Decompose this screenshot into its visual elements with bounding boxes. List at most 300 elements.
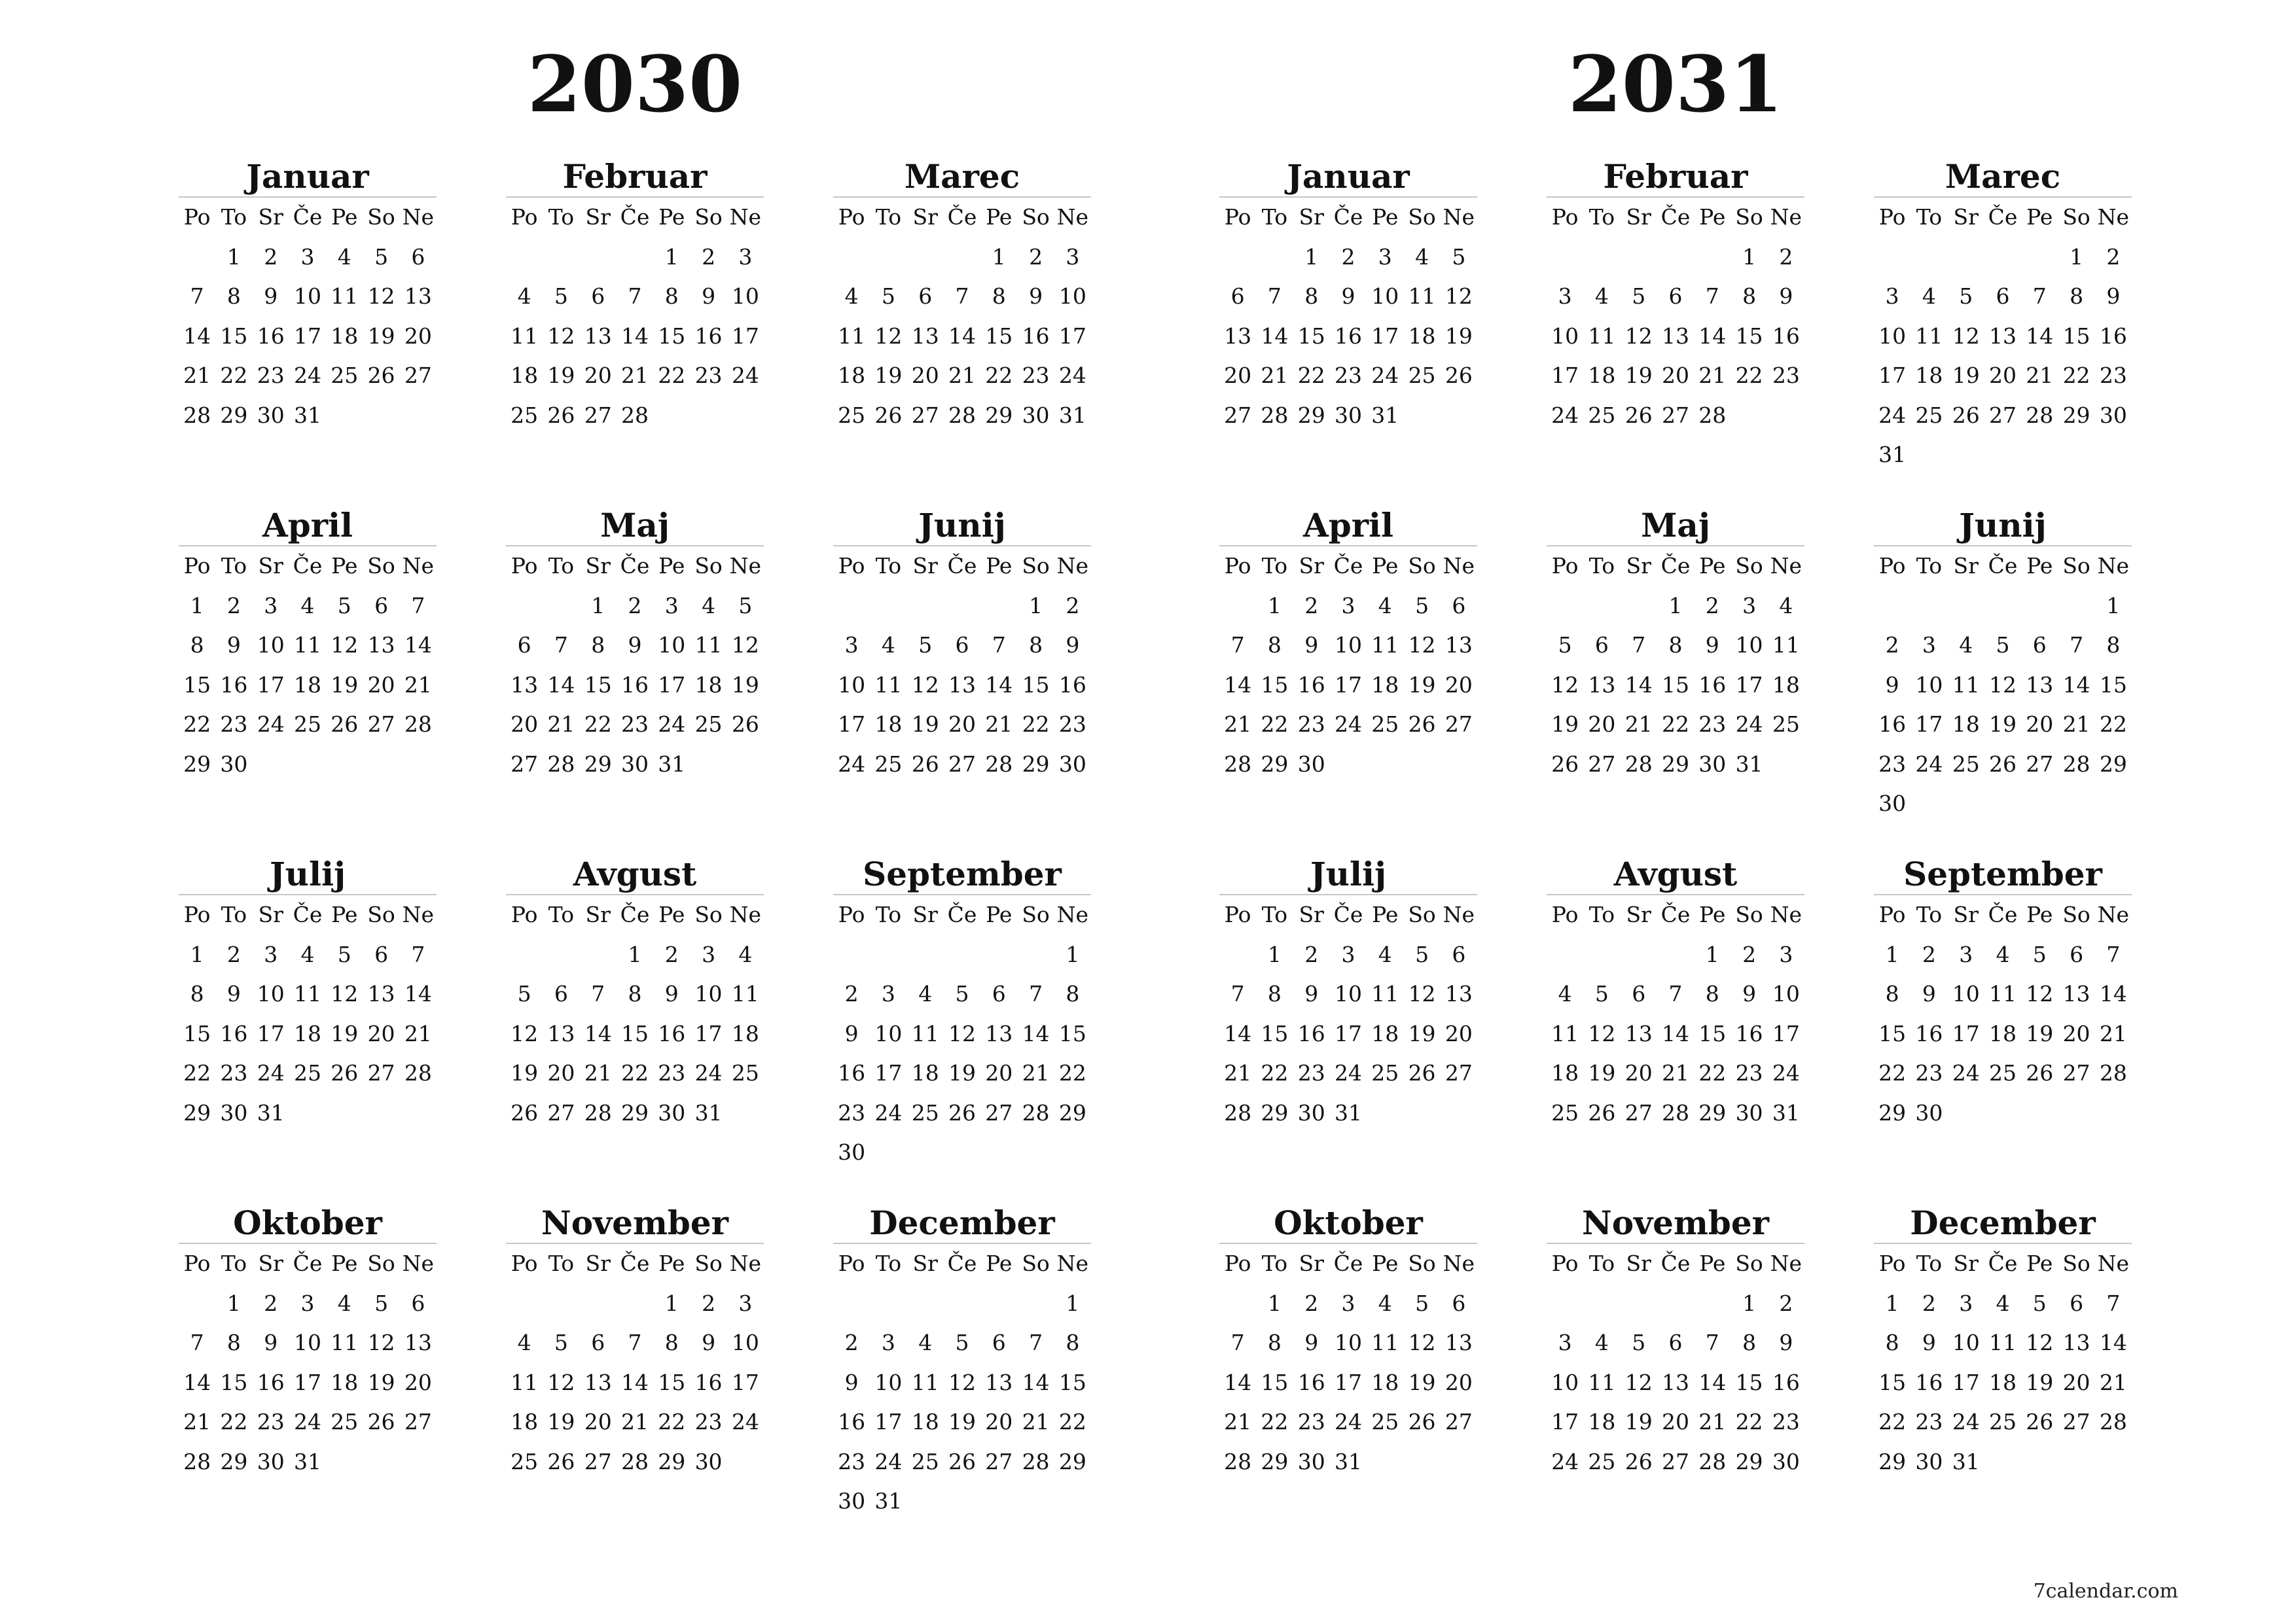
month-block xyxy=(1547,156,1804,435)
weekday-label: Sr xyxy=(1626,1251,1651,1276)
day-cell: 4 xyxy=(1922,283,1936,309)
month-block xyxy=(1547,505,1804,784)
weekday-label: Ne xyxy=(729,553,762,579)
day-cell: 29 xyxy=(1022,751,1050,777)
day-cell: 26 xyxy=(1952,402,1980,428)
weekday-label: To xyxy=(875,902,902,927)
day-cell: 2 xyxy=(226,592,241,618)
day-cell: 4 xyxy=(337,243,351,270)
day-cell: 25 xyxy=(1371,1409,1399,1435)
day-cell: 6 xyxy=(374,592,389,618)
empty-day-cell xyxy=(727,1094,764,1133)
weekday-label: Če xyxy=(620,553,650,579)
day-cell: 27 xyxy=(404,1409,432,1435)
weekday-label: Pe xyxy=(1372,553,1399,579)
day-cell: 21 xyxy=(1698,1409,1727,1435)
day-cell: 30 xyxy=(1334,402,1362,428)
day-cell: 2 xyxy=(1705,592,1719,618)
day-cell: 29 xyxy=(1661,751,1689,777)
day-cell: 7 xyxy=(992,632,1006,658)
day-cell: 13 xyxy=(1988,323,2017,349)
day-cell: 9 xyxy=(226,632,241,658)
day-cell: 9 xyxy=(844,1369,859,1395)
day-cell: 3 xyxy=(1341,941,1355,967)
day-cell: 29 xyxy=(1735,1448,1763,1474)
day-cell: 22 xyxy=(2099,711,2127,737)
day-grid xyxy=(833,895,1091,1173)
weekday-label: Pe xyxy=(1699,204,1726,230)
day-cell: 2 xyxy=(702,1290,716,1316)
day-cell: 6 xyxy=(2070,1290,2084,1316)
empty-day-cell xyxy=(543,238,579,277)
day-cell: 18 xyxy=(1952,711,1980,737)
day-cell: 5 xyxy=(738,592,753,618)
day-cell: 26 xyxy=(367,363,395,388)
empty-day-cell xyxy=(690,396,726,436)
weekday-label: Pe xyxy=(1372,1251,1399,1276)
day-cell: 11 xyxy=(1952,671,1980,698)
day-cell: 31 xyxy=(1371,402,1399,428)
empty-day-cell xyxy=(944,935,980,975)
day-cell: 29 xyxy=(220,1448,248,1474)
day-cell: 11 xyxy=(911,1020,939,1046)
day-cell: 15 xyxy=(2099,671,2127,698)
day-cell: 19 xyxy=(1408,1020,1436,1046)
day-cell: 25 xyxy=(1588,402,1616,428)
day-cell: 17 xyxy=(658,671,686,698)
weekday-label: Po xyxy=(511,553,538,579)
day-cell: 18 xyxy=(1408,323,1436,349)
day-cell: 22 xyxy=(1261,1409,1289,1435)
day-cell: 10 xyxy=(1915,671,1943,698)
day-cell: 24 xyxy=(1952,1409,1980,1435)
empty-day-cell xyxy=(363,1442,399,1482)
day-cell: 9 xyxy=(2106,283,2121,309)
day-cell: 2 xyxy=(1304,941,1319,967)
day-cell: 6 xyxy=(591,1330,605,1355)
day-cell: 9 xyxy=(264,283,278,309)
day-cell: 15 xyxy=(1261,1369,1289,1395)
weekday-label: So xyxy=(1735,553,1763,579)
weekday-label: To xyxy=(1916,553,1943,579)
day-cell: 1 xyxy=(1066,941,1080,967)
day-cell: 27 xyxy=(367,1060,395,1086)
day-cell: 16 xyxy=(1915,1020,1943,1046)
day-cell: 30 xyxy=(1772,1448,1800,1474)
day-cell: 25 xyxy=(1772,711,1800,737)
day-cell: 27 xyxy=(1444,711,1473,737)
day-cell: 17 xyxy=(1735,671,1763,698)
day-cell: 13 xyxy=(1224,323,1252,349)
day-cell: 2 xyxy=(226,941,241,967)
day-cell: 27 xyxy=(404,363,432,388)
day-cell: 23 xyxy=(2099,363,2127,388)
day-cell: 23 xyxy=(1334,363,1362,388)
weekday-label: Če xyxy=(1988,902,2018,927)
day-cell: 11 xyxy=(331,283,359,309)
day-cell: 9 xyxy=(1304,632,1319,658)
day-cell: 20 xyxy=(985,1409,1013,1435)
day-cell: 20 xyxy=(1444,671,1473,698)
day-grid xyxy=(179,546,437,784)
day-cell: 9 xyxy=(1029,283,1043,309)
weekday-label: Sr xyxy=(1626,204,1651,230)
day-cell: 26 xyxy=(948,1448,976,1474)
day-cell: 16 xyxy=(620,671,649,698)
day-cell: 29 xyxy=(1058,1448,1086,1474)
empty-day-cell xyxy=(1910,586,1947,626)
weekday-label: Če xyxy=(293,204,323,230)
day-cell: 21 xyxy=(1224,1409,1252,1435)
day-cell: 12 xyxy=(331,632,359,658)
weekday-label: Pe xyxy=(658,553,685,579)
day-cell: 28 xyxy=(985,751,1013,777)
day-cell: 14 xyxy=(584,1020,612,1046)
month-block xyxy=(1219,853,1477,1133)
weekday-label: Po xyxy=(838,1251,865,1276)
day-cell: 6 xyxy=(374,941,389,967)
day-cell: 16 xyxy=(1334,323,1362,349)
day-cell: 28 xyxy=(404,1060,432,1086)
empty-day-cell xyxy=(1441,1442,1477,1482)
day-cell: 31 xyxy=(1058,402,1086,428)
day-cell: 22 xyxy=(584,711,612,737)
weekday-label: Pe xyxy=(331,1251,358,1276)
day-cell: 24 xyxy=(874,1448,903,1474)
weekday-label: To xyxy=(221,553,247,579)
weekday-label: Po xyxy=(183,553,211,579)
month-block xyxy=(506,156,764,435)
weekday-label: Po xyxy=(511,204,538,230)
day-cell: 21 xyxy=(1261,363,1289,388)
weekday-label: To xyxy=(1261,204,1288,230)
day-cell: 1 xyxy=(1304,243,1319,270)
weekday-label: Po xyxy=(1551,902,1579,927)
weekday-label: So xyxy=(367,902,395,927)
empty-day-cell xyxy=(1984,1094,2021,1133)
empty-day-cell xyxy=(944,1133,980,1173)
day-cell: 8 xyxy=(628,981,642,1007)
day-cell: 19 xyxy=(331,1020,359,1046)
day-cell: 15 xyxy=(1058,1020,1086,1046)
day-cell: 23 xyxy=(1698,711,1727,737)
day-cell: 5 xyxy=(2032,941,2047,967)
month-name: Oktober xyxy=(233,1204,382,1242)
day-cell: 12 xyxy=(2026,1330,2054,1355)
empty-day-cell xyxy=(870,935,906,975)
day-grid xyxy=(506,546,764,784)
empty-day-cell xyxy=(1017,935,1054,975)
day-cell: 4 xyxy=(1996,941,2010,967)
day-grid xyxy=(179,198,437,435)
day-cell: 17 xyxy=(1878,363,1907,388)
day-cell: 15 xyxy=(620,1020,649,1046)
empty-day-cell xyxy=(1547,238,1583,277)
day-cell: 18 xyxy=(1588,363,1616,388)
day-cell: 27 xyxy=(1588,751,1616,777)
day-cell: 22 xyxy=(1058,1060,1086,1086)
day-cell: 14 xyxy=(2099,981,2127,1007)
day-cell: 8 xyxy=(1304,283,1319,309)
day-cell: 24 xyxy=(257,1060,285,1086)
day-cell: 11 xyxy=(1772,632,1800,658)
weekday-label: Po xyxy=(838,902,865,927)
day-cell: 4 xyxy=(1594,283,1609,309)
day-cell: 5 xyxy=(554,283,568,309)
day-cell: 21 xyxy=(620,1409,649,1435)
day-grid xyxy=(1219,546,1477,784)
day-cell: 9 xyxy=(628,632,642,658)
weekday-label: To xyxy=(548,204,575,230)
day-cell: 4 xyxy=(738,941,753,967)
day-cell: 28 xyxy=(404,711,432,737)
day-cell: 5 xyxy=(1452,243,1466,270)
weekday-label: Sr xyxy=(1626,553,1651,579)
day-cell: 16 xyxy=(838,1409,866,1435)
day-cell: 7 xyxy=(190,283,204,309)
day-cell: 15 xyxy=(1261,1020,1289,1046)
weekday-label: So xyxy=(694,902,723,927)
empty-day-cell xyxy=(543,1284,579,1324)
day-cell: 28 xyxy=(1224,751,1252,777)
day-cell: 31 xyxy=(1952,1448,1980,1474)
day-cell: 31 xyxy=(658,751,686,777)
day-cell: 18 xyxy=(1371,1020,1399,1046)
day-cell: 7 xyxy=(955,283,969,309)
day-cell: 2 xyxy=(1029,243,1043,270)
day-cell: 30 xyxy=(1915,1099,1943,1126)
day-cell: 4 xyxy=(1378,1290,1392,1316)
day-cell: 4 xyxy=(918,981,933,1007)
empty-day-cell xyxy=(1330,745,1367,785)
day-cell: 11 xyxy=(1371,1330,1399,1355)
day-cell: 11 xyxy=(1588,323,1616,349)
weekday-label: To xyxy=(548,902,575,927)
day-cell: 7 xyxy=(628,1330,642,1355)
month-block xyxy=(1219,1202,1477,1482)
day-cell: 25 xyxy=(1371,1060,1399,1086)
day-cell: 3 xyxy=(1742,592,1757,618)
day-cell: 21 xyxy=(1022,1060,1050,1086)
day-cell: 29 xyxy=(584,751,612,777)
empty-day-cell xyxy=(1403,745,1440,785)
day-cell: 5 xyxy=(1558,632,1572,658)
day-cell: 29 xyxy=(1878,1099,1907,1126)
weekday-label: So xyxy=(367,1251,395,1276)
day-cell: 19 xyxy=(2026,1020,2054,1046)
day-cell: 14 xyxy=(404,632,432,658)
day-cell: 12 xyxy=(1444,283,1473,309)
weekday-label: Sr xyxy=(1953,204,1979,230)
day-cell: 19 xyxy=(1952,363,1980,388)
day-cell: 17 xyxy=(1334,671,1362,698)
empty-day-cell xyxy=(2021,586,2058,626)
empty-day-cell xyxy=(1657,1284,1694,1324)
weekday-label: Če xyxy=(293,553,323,579)
empty-day-cell xyxy=(1948,1094,1984,1133)
empty-day-cell xyxy=(1984,435,2021,475)
day-cell: 9 xyxy=(1885,671,1899,698)
empty-day-cell xyxy=(580,238,617,277)
weekday-label: Ne xyxy=(1443,1251,1475,1276)
day-grid xyxy=(1219,1244,1477,1482)
day-cell: 19 xyxy=(1444,323,1473,349)
empty-day-cell xyxy=(363,396,399,436)
day-cell: 13 xyxy=(2062,1330,2090,1355)
weekday-label: So xyxy=(367,204,395,230)
day-cell: 7 xyxy=(2070,632,2084,658)
weekday-label: To xyxy=(548,553,575,579)
empty-day-cell xyxy=(543,586,579,626)
day-cell: 17 xyxy=(838,711,866,737)
day-cell: 28 xyxy=(948,402,976,428)
day-cell: 15 xyxy=(1261,671,1289,698)
day-cell: 12 xyxy=(1408,1330,1436,1355)
empty-day-cell xyxy=(2058,586,2094,626)
day-cell: 24 xyxy=(1058,363,1086,388)
day-cell: 12 xyxy=(874,323,903,349)
day-cell: 17 xyxy=(1915,711,1943,737)
day-cell: 14 xyxy=(2026,323,2054,349)
day-cell: 28 xyxy=(1224,1448,1252,1474)
day-cell: 16 xyxy=(1915,1369,1943,1395)
weekday-label: Ne xyxy=(2097,1251,2130,1276)
weekday-label: Pe xyxy=(986,902,1013,927)
empty-day-cell xyxy=(1403,396,1440,436)
empty-day-cell xyxy=(1547,935,1583,975)
day-cell: 13 xyxy=(1624,1020,1653,1046)
day-cell: 20 xyxy=(404,1369,432,1395)
day-cell: 16 xyxy=(1297,1020,1325,1046)
empty-day-cell xyxy=(870,1133,906,1173)
day-cell: 20 xyxy=(584,1409,612,1435)
weekday-label: Sr xyxy=(258,553,283,579)
empty-day-cell xyxy=(326,396,363,436)
day-cell: 8 xyxy=(1668,632,1683,658)
day-grid xyxy=(1219,895,1477,1133)
empty-day-cell xyxy=(980,935,1017,975)
day-cell: 6 xyxy=(517,632,531,658)
day-cell: 14 xyxy=(1698,1369,1727,1395)
day-grid xyxy=(1547,1244,1804,1482)
day-cell: 7 xyxy=(1230,1330,1245,1355)
day-cell: 17 xyxy=(1551,1409,1579,1435)
weekday-label: So xyxy=(1408,1251,1436,1276)
day-cell: 10 xyxy=(1334,981,1362,1007)
day-cell: 6 xyxy=(554,981,568,1007)
day-cell: 23 xyxy=(1772,1409,1800,1435)
day-cell: 7 xyxy=(411,941,425,967)
weekday-label: So xyxy=(694,204,723,230)
day-cell: 20 xyxy=(584,363,612,388)
day-cell: 28 xyxy=(1261,402,1289,428)
month-name: November xyxy=(541,1204,728,1242)
day-cell: 18 xyxy=(731,1020,759,1046)
weekday-label: Če xyxy=(620,204,650,230)
day-cell: 4 xyxy=(1378,941,1392,967)
day-cell: 13 xyxy=(1661,1369,1689,1395)
day-cell: 16 xyxy=(1772,323,1800,349)
day-cell: 6 xyxy=(2070,941,2084,967)
day-grid xyxy=(506,198,764,435)
day-cell: 26 xyxy=(2026,1409,2054,1435)
day-cell: 1 xyxy=(1267,592,1282,618)
day-cell: 28 xyxy=(1022,1448,1050,1474)
weekday-label: Ne xyxy=(1056,902,1089,927)
day-cell: 1 xyxy=(1668,592,1683,618)
day-cell: 23 xyxy=(838,1099,866,1126)
day-cell: 26 xyxy=(911,751,939,777)
day-cell: 14 xyxy=(620,323,649,349)
empty-day-cell xyxy=(1768,745,1804,785)
day-cell: 31 xyxy=(874,1488,903,1514)
day-cell: 1 xyxy=(2070,243,2084,270)
day-cell: 20 xyxy=(1624,1060,1653,1086)
day-cell: 8 xyxy=(2106,632,2121,658)
weekday-label: To xyxy=(221,1251,247,1276)
day-cell: 6 xyxy=(591,283,605,309)
day-cell: 10 xyxy=(1735,632,1763,658)
day-cell: 1 xyxy=(1029,592,1043,618)
day-cell: 24 xyxy=(731,1409,759,1435)
day-cell: 26 xyxy=(1624,402,1653,428)
empty-day-cell xyxy=(870,586,906,626)
day-cell: 24 xyxy=(293,363,321,388)
empty-day-cell xyxy=(1547,1284,1583,1324)
day-cell: 22 xyxy=(1058,1409,1086,1435)
day-cell: 21 xyxy=(404,1020,432,1046)
day-cell: 23 xyxy=(1772,363,1800,388)
day-cell: 10 xyxy=(874,1020,903,1046)
day-cell: 9 xyxy=(264,1330,278,1355)
day-cell: 16 xyxy=(1698,671,1727,698)
day-cell: 13 xyxy=(511,671,539,698)
day-cell: 11 xyxy=(1988,981,2017,1007)
empty-day-cell xyxy=(1948,238,1984,277)
empty-day-cell xyxy=(2058,784,2094,824)
day-cell: 15 xyxy=(658,323,686,349)
weekday-label: Ne xyxy=(1770,204,1803,230)
day-cell: 13 xyxy=(948,671,976,698)
empty-day-cell xyxy=(907,238,944,277)
day-cell: 11 xyxy=(1371,981,1399,1007)
weekday-label: So xyxy=(1022,204,1050,230)
day-cell: 22 xyxy=(1735,363,1763,388)
day-cell: 3 xyxy=(1885,283,1899,309)
day-cell: 15 xyxy=(584,671,612,698)
day-cell: 5 xyxy=(2032,1290,2047,1316)
day-cell: 11 xyxy=(1988,1330,2017,1355)
day-cell: 31 xyxy=(694,1099,723,1126)
month-block xyxy=(1874,505,2132,824)
day-cell: 19 xyxy=(367,323,395,349)
day-cell: 25 xyxy=(1551,1099,1579,1126)
day-cell: 9 xyxy=(226,981,241,1007)
day-cell: 22 xyxy=(1261,1060,1289,1086)
day-cell: 28 xyxy=(620,1448,649,1474)
weekday-label: Ne xyxy=(2097,204,2130,230)
empty-day-cell xyxy=(326,1094,363,1133)
day-cell: 18 xyxy=(838,363,866,388)
day-cell: 18 xyxy=(1988,1020,2017,1046)
weekday-label: Sr xyxy=(1626,902,1651,927)
weekday-label: Ne xyxy=(1770,902,1803,927)
day-cell: 12 xyxy=(367,1330,395,1355)
day-cell: 22 xyxy=(1698,1060,1727,1086)
day-cell: 15 xyxy=(1878,1020,1907,1046)
day-cell: 6 xyxy=(1668,1330,1683,1355)
day-cell: 30 xyxy=(620,751,649,777)
